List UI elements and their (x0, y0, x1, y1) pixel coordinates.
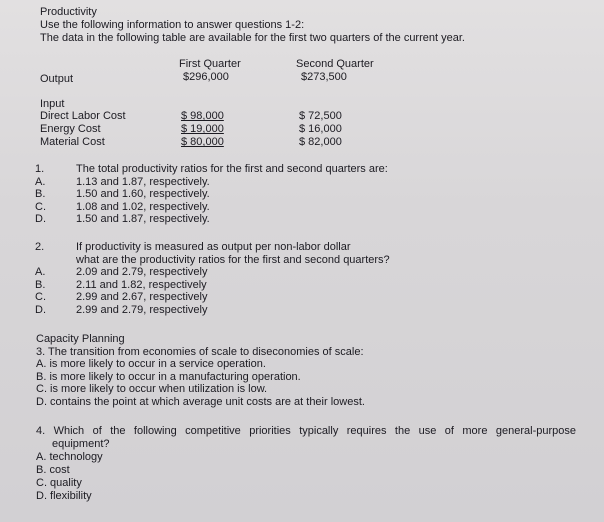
list-item: B. 2.11 and 1.82, respectively (35, 278, 207, 291)
question-2-number: 2. (35, 241, 45, 253)
list-item: D. 1.50 and 1.87, respectively. (35, 213, 210, 226)
row-q2-direct-labor: $ 72,500 (299, 110, 342, 122)
question-2 (0, 241, 604, 317)
row-label-energy: Energy Cost (40, 123, 101, 135)
input-label: Input (40, 98, 65, 110)
question-4-text-continued: equipment? (52, 438, 110, 450)
list-item: C. 2.99 and 2.67, respectively (35, 291, 208, 304)
list-item: B. 1.50 and 1.60, respectively. (35, 188, 210, 201)
list-item: B. cost (36, 464, 70, 476)
section-title-capacity-planning: Capacity Planning (36, 333, 125, 345)
instruction-line: Use the following information to answer questions 1-2: (40, 19, 305, 31)
row-q2-energy: $ 16,000 (299, 123, 342, 135)
list-item: C. quality (36, 477, 82, 489)
list-item: C. 1.08 and 1.02, respectively. (35, 200, 210, 213)
row-q1-material: $ 80,000 (181, 136, 224, 148)
output-label: Output (40, 73, 74, 85)
question-3 (36, 333, 365, 409)
list-item: A. 2.09 and 2.79, respectively (35, 266, 208, 279)
question-4 (36, 425, 576, 503)
section-title-productivity: Productivity (40, 6, 97, 18)
row-q1-direct-labor: $ 98,000 (181, 110, 224, 122)
list-item: D. flexibility (36, 490, 92, 502)
question-4-text: 4. Which of the following competitive priorities typically requires the use of more general-purpose (36, 425, 576, 437)
row-q2-material: $ 82,000 (299, 136, 342, 148)
list-item: A. technology (36, 451, 103, 463)
question-1-text: The total productivity ratios for the first and second quarters are: (76, 163, 388, 175)
output-q2-value: $273,500 (301, 71, 347, 83)
row-q1-energy: $ 19,000 (181, 123, 224, 135)
list-item: A. is more likely to occur in a service operation. (36, 358, 266, 371)
question-3-text: 3. The transition from economies of scale to diseconomies of scale: (36, 345, 364, 358)
list-item: B. is more likely to occur in a manufacturing operation. (36, 370, 301, 383)
instruction-line-2: The data in the following table are available for the first two quarters of the current year. (40, 32, 465, 44)
list-item: D. contains the point at which average unit costs are at their lowest. (36, 395, 365, 408)
question-1-number: 1. (35, 163, 45, 175)
question-2-text: If productivity is measured as output per non-labor dollar (76, 241, 351, 253)
output-q1-value: $296,000 (183, 71, 229, 83)
table-header-first-quarter: First Quarter (179, 58, 241, 70)
row-label-material: Material Cost (40, 136, 105, 148)
list-item: D. 2.99 and 2.79, respectively (35, 303, 208, 316)
table-header-second-quarter: Second Quarter (296, 58, 374, 70)
question-2-text-continued: what are the productivity ratios for the first and second quarters? (76, 253, 390, 266)
question-1 (0, 163, 604, 226)
row-label-direct-labor: Direct Labor Cost (40, 110, 126, 122)
list-item: A. 1.13 and 1.87, respectively. (35, 175, 210, 188)
list-item: C. is more likely to occur when utilization is low. (36, 383, 268, 396)
